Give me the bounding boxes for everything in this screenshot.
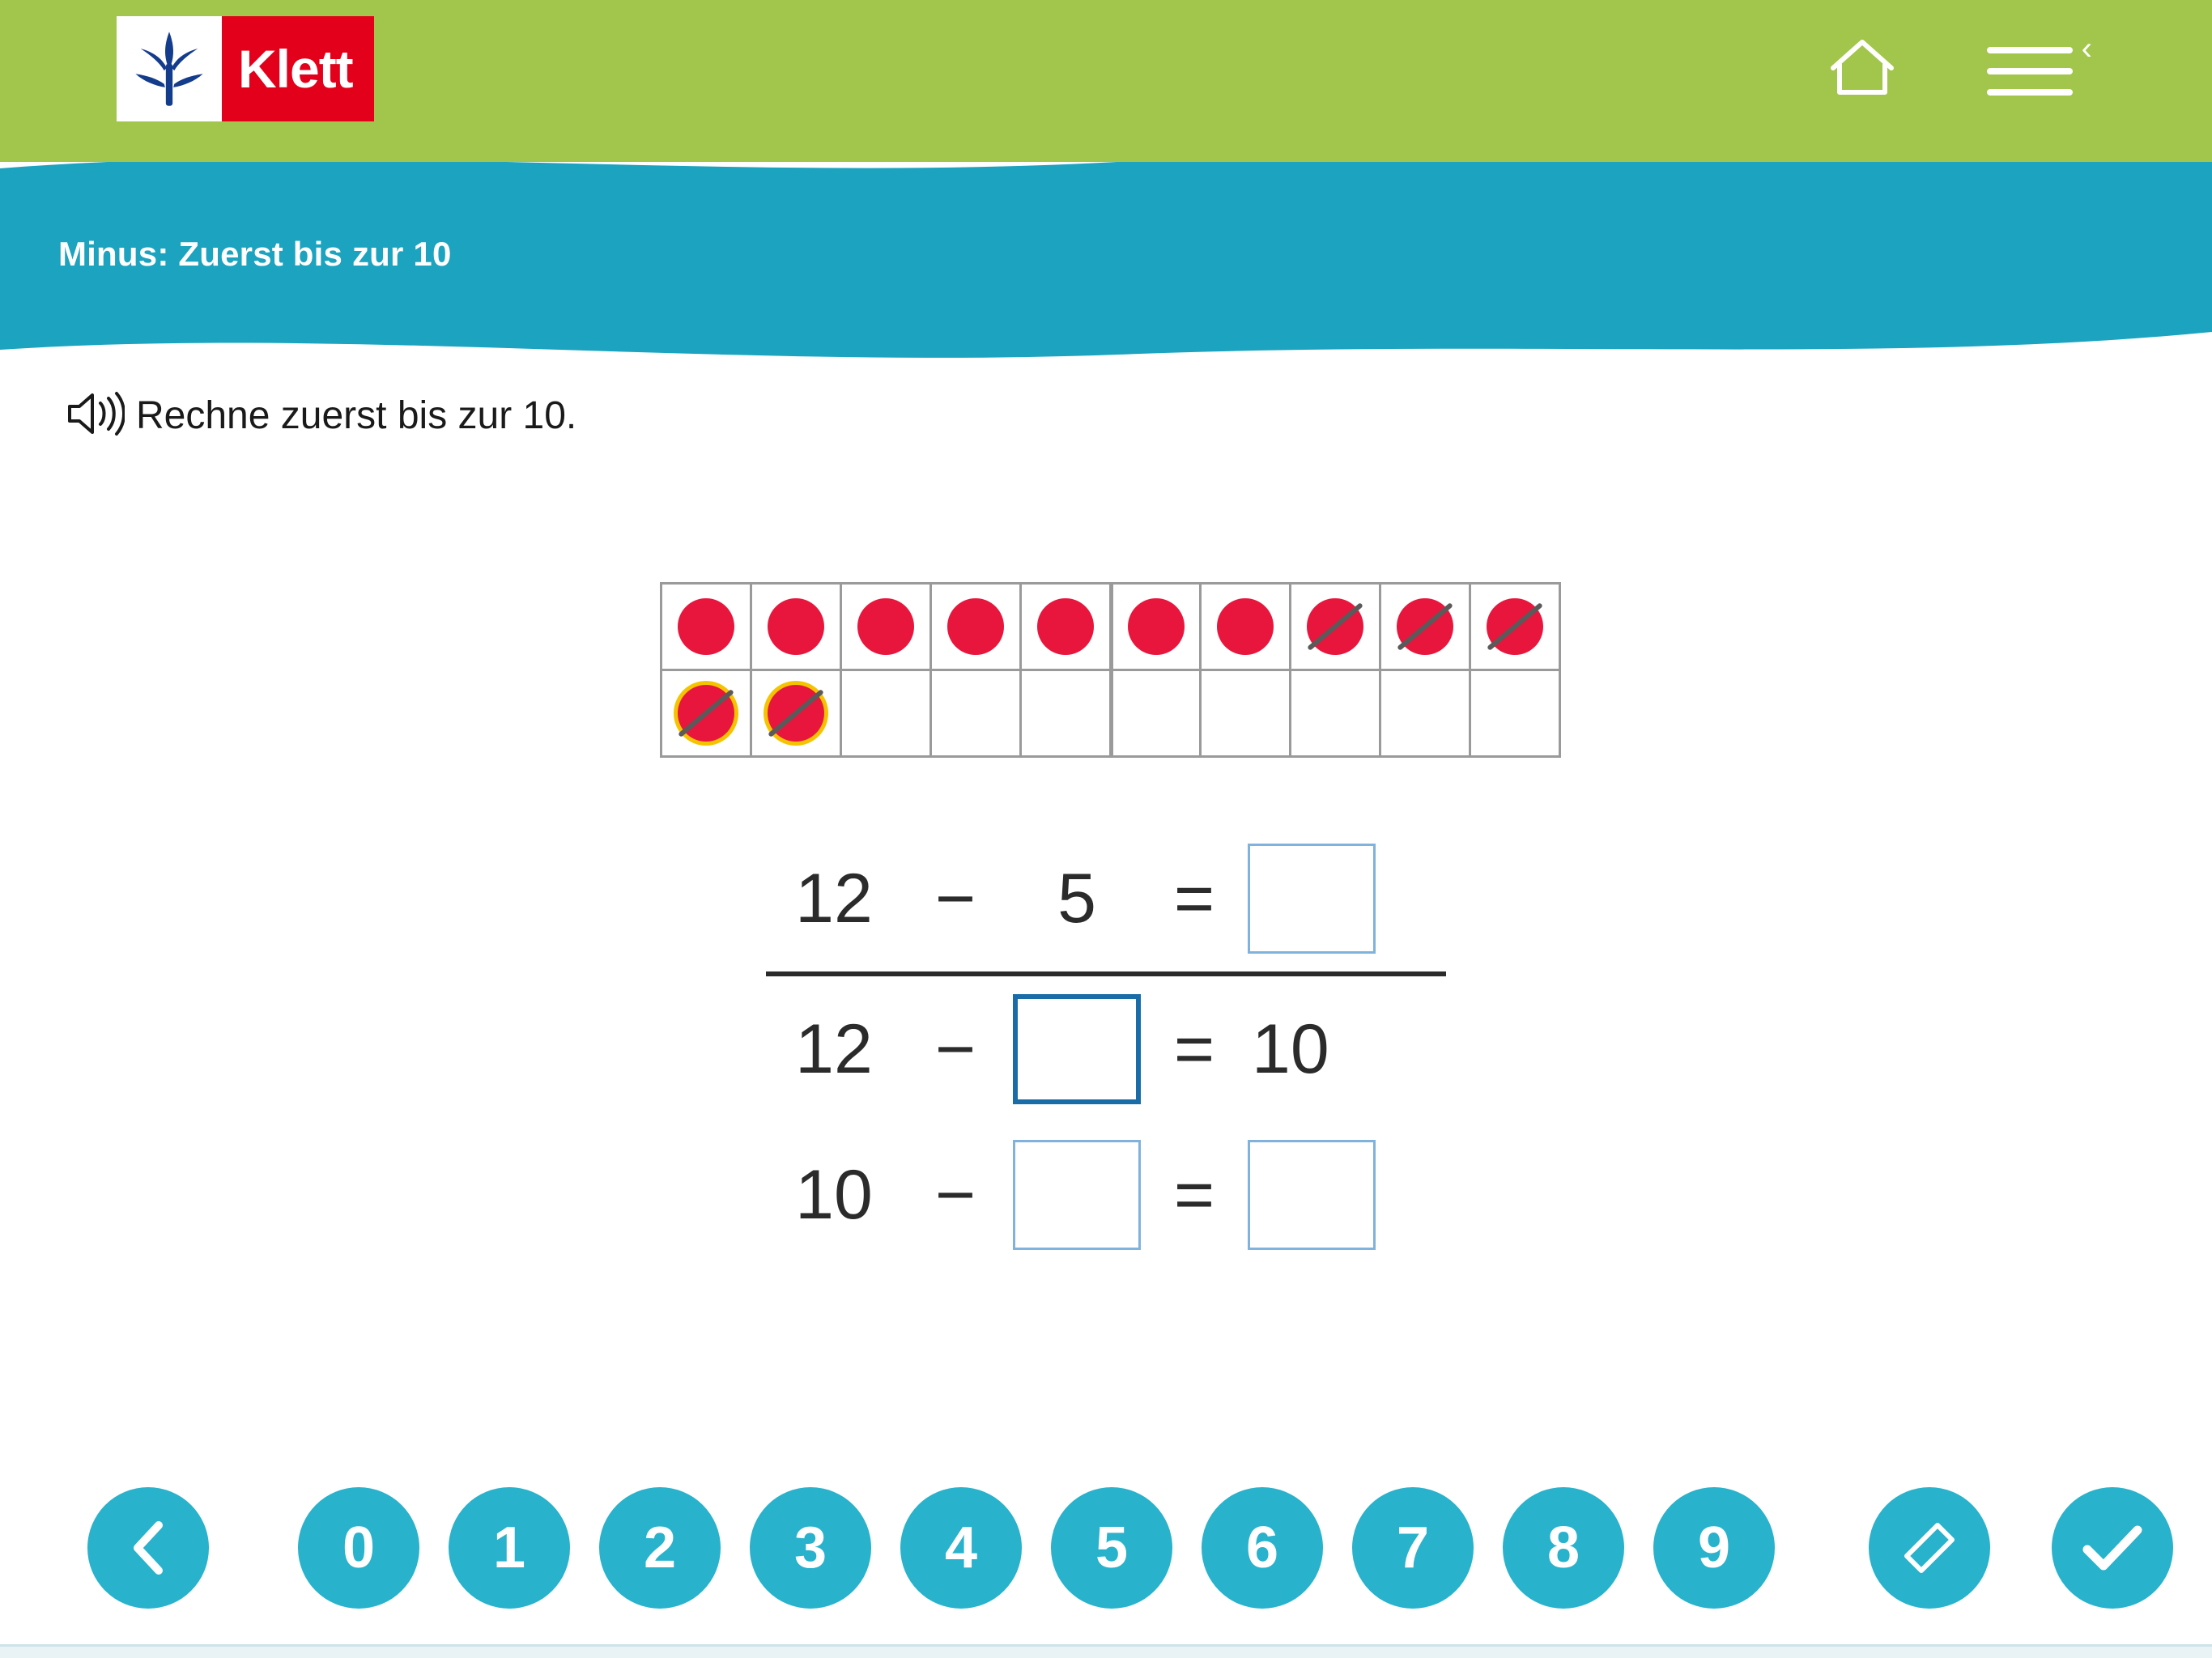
instruction-row [65, 389, 576, 443]
twenty-frame [662, 585, 1561, 758]
twenty-frame-cell[interactable] [929, 669, 1022, 758]
confirm-button[interactable] [2052, 1487, 2173, 1609]
eraser-button[interactable] [1869, 1487, 1990, 1609]
equation-stack [761, 826, 1490, 1268]
twenty-frame-cell[interactable] [1289, 582, 1381, 671]
twenty-frame-cell[interactable] [750, 669, 842, 758]
keypad-digit-0[interactable]: 0 [298, 1487, 419, 1609]
app-header [0, 0, 2212, 162]
page-title: Minus: Zuerst bis zur 10 [58, 235, 452, 273]
keypad-digit-4[interactable]: 4 [900, 1487, 1022, 1609]
twenty-frame-cell[interactable] [1379, 582, 1471, 671]
equation-left-operand: 10 [795, 1155, 873, 1234]
equation-row [761, 826, 1490, 971]
twenty-frame-cell[interactable] [1109, 669, 1202, 758]
check-icon [2079, 1519, 2146, 1577]
twenty-frame-cell[interactable] [929, 582, 1022, 671]
twenty-frame-cell[interactable] [1019, 582, 1112, 671]
klett-emblem-icon [127, 27, 211, 111]
header-icon-group [1828, 32, 2074, 106]
equation-row [761, 1122, 1490, 1268]
counter-dot [857, 598, 914, 655]
twenty-frame-cell[interactable] [660, 669, 752, 758]
keypad-digit-3[interactable]: 3 [750, 1487, 871, 1609]
minus-operator: − [934, 859, 976, 937]
equation-left-operand: 12 [795, 859, 873, 937]
answer-input-box[interactable] [1013, 1140, 1141, 1250]
twenty-frame-cell[interactable] [1379, 669, 1471, 758]
equation-result: 10 [1252, 1010, 1329, 1088]
hamburger-menu-icon[interactable] [1985, 32, 2074, 106]
minus-operator: − [934, 1155, 976, 1234]
equals-sign: = [1173, 859, 1215, 937]
counter-dot [678, 598, 734, 655]
answer-input-box[interactable] [1013, 994, 1141, 1104]
twenty-frame-cell[interactable] [1019, 669, 1112, 758]
equation-result-slot [1239, 844, 1385, 954]
twenty-frame-row [662, 671, 1561, 758]
twenty-frame-cell[interactable] [1109, 582, 1202, 671]
counter-dot [947, 598, 1004, 655]
equation-right-operand: 5 [1057, 859, 1096, 937]
keypad-digit-2[interactable]: 2 [599, 1487, 721, 1609]
twenty-frame-cell[interactable] [840, 582, 932, 671]
keypad-digit-9[interactable]: 9 [1653, 1487, 1775, 1609]
back-button[interactable] [87, 1487, 209, 1609]
counter-dot [768, 598, 824, 655]
answer-input-box[interactable] [1248, 844, 1376, 954]
equation-left-operand: 12 [795, 1010, 873, 1088]
keypad-digit-6[interactable]: 6 [1202, 1487, 1323, 1609]
twenty-frame-cell[interactable] [840, 669, 932, 758]
equation-right-operand-slot [1004, 994, 1150, 1104]
equals-sign: = [1173, 1155, 1215, 1234]
keypad-digit-5[interactable]: 5 [1051, 1487, 1172, 1609]
counter-dot [1217, 598, 1274, 655]
answer-input-box[interactable] [1248, 1140, 1376, 1250]
eraser-icon [1900, 1519, 1959, 1577]
chevron-left-icon [123, 1519, 173, 1577]
equation-right-operand-slot [1004, 1140, 1150, 1250]
twenty-frame-cell[interactable] [660, 582, 752, 671]
chevron-left-icon[interactable]: ‹ [2081, 31, 2092, 66]
instruction-text: Rechne zuerst bis zur 10. [136, 394, 577, 437]
twenty-frame-cell[interactable] [1199, 669, 1291, 758]
keypad-digit-7[interactable]: 7 [1352, 1487, 1474, 1609]
number-keypad [0, 1467, 2212, 1629]
klett-logo[interactable] [117, 16, 374, 121]
klett-wordmark: Klett [222, 16, 374, 121]
equation-row [761, 976, 1490, 1122]
equals-sign: = [1173, 1010, 1215, 1088]
twenty-frame-cell[interactable] [1289, 669, 1381, 758]
twenty-frame-cell[interactable] [750, 582, 842, 671]
equation-result-slot [1239, 1140, 1385, 1250]
klett-logo-mark [117, 16, 222, 121]
counter-dot [1037, 598, 1094, 655]
twenty-frame-row [662, 585, 1561, 671]
counter-dot [1128, 598, 1185, 655]
twenty-frame-cell[interactable] [1469, 669, 1561, 758]
home-icon[interactable] [1828, 36, 1896, 103]
keypad-digit-1[interactable]: 1 [449, 1487, 570, 1609]
minus-operator: − [934, 1010, 976, 1088]
keypad-digit-8[interactable]: 8 [1503, 1487, 1624, 1609]
speaker-icon[interactable] [65, 389, 125, 443]
twenty-frame-cell[interactable] [1199, 582, 1291, 671]
twenty-frame-cell[interactable] [1469, 582, 1561, 671]
bottom-rule [0, 1644, 2212, 1658]
